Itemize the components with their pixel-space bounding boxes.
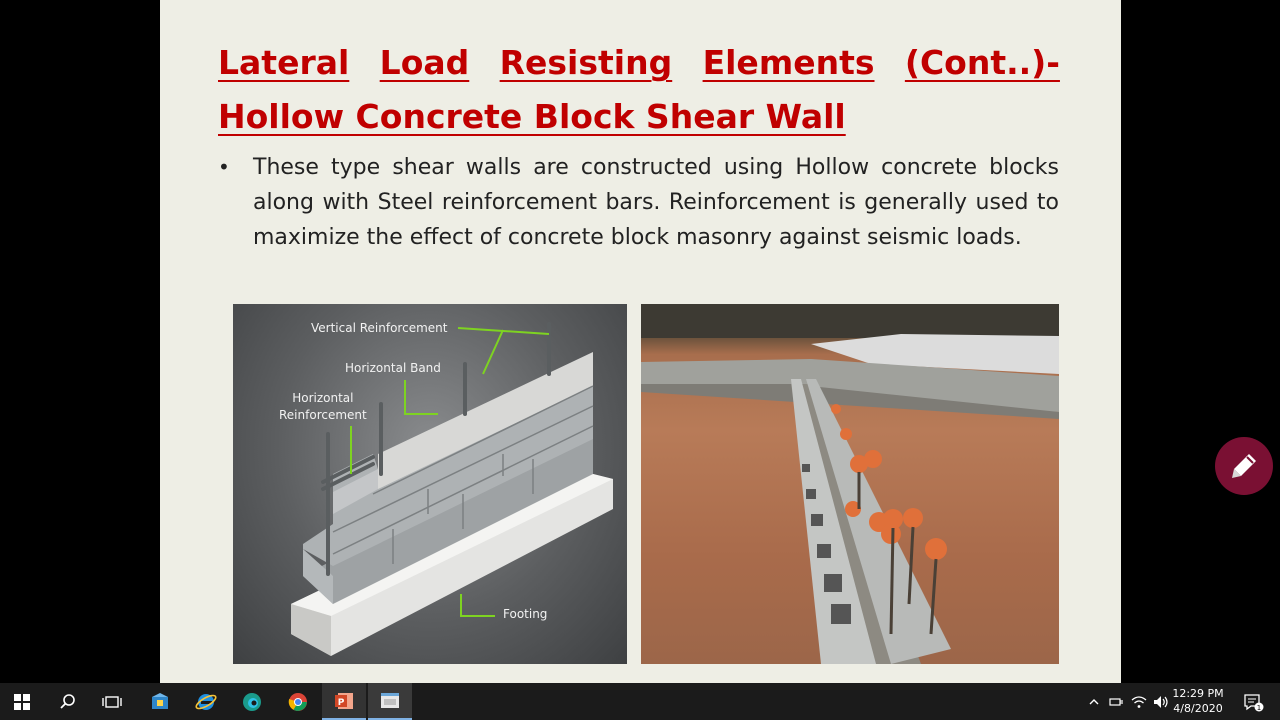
power-plug-icon — [1108, 696, 1124, 708]
clock-date: 4/8/2020 — [1173, 702, 1223, 715]
internet-explorer-icon — [195, 691, 217, 713]
speaker-icon — [1153, 695, 1169, 709]
search-icon — [59, 693, 77, 711]
powerpoint-icon — [333, 690, 355, 712]
bullet-point: • — [218, 155, 230, 179]
chevron-up-icon — [1088, 696, 1100, 708]
slideshow-window-icon — [379, 691, 401, 711]
taskbar — [0, 683, 1280, 720]
label-horizontal-band: Horizontal Band — [345, 361, 441, 375]
show-hidden-icons-button[interactable] — [1084, 683, 1104, 720]
title-word: Elements — [702, 43, 875, 82]
taskbar-app-slideshow[interactable] — [368, 683, 412, 720]
task-view-button[interactable] — [90, 683, 134, 720]
wifi-icon — [1131, 695, 1147, 709]
notification-count-badge: 1 — [1256, 703, 1262, 712]
wall-illustration — [233, 304, 627, 664]
network-tray-button[interactable] — [1128, 683, 1150, 720]
title-line-1 — [218, 36, 1060, 90]
slide — [160, 0, 1121, 683]
start-button[interactable] — [0, 683, 44, 720]
slide-title — [218, 36, 1060, 144]
label-horizontal-reinforcement — [279, 390, 367, 424]
power-tray-button[interactable] — [1106, 683, 1126, 720]
task-view-icon — [102, 694, 122, 710]
taskbar-app-edge[interactable] — [230, 683, 274, 720]
taskbar-app-powerpoint[interactable] — [322, 683, 366, 720]
title-word: (Cont..)- — [904, 43, 1060, 82]
clock-time: 12:29 PM — [1172, 687, 1224, 700]
label-horizontal-reinforcement-line1: Horizontal — [292, 391, 354, 405]
edge-browser-icon — [241, 691, 263, 713]
taskbar-app-installer[interactable] — [138, 683, 182, 720]
bullet-item — [218, 150, 1060, 255]
shear-wall-diagram-image — [233, 304, 627, 664]
label-footing: Footing — [503, 607, 548, 621]
photo-illustration — [641, 304, 1059, 664]
notification-icon — [1242, 692, 1264, 712]
svg-text:P: P — [337, 697, 345, 708]
taskbar-app-internet-explorer[interactable] — [184, 683, 228, 720]
installer-app-icon — [149, 691, 171, 713]
pen-icon — [1229, 451, 1259, 481]
label-horizontal-reinforcement-line2: Reinforcement — [279, 408, 367, 422]
title-line-2: Hollow Concrete Block Shear Wall — [218, 97, 846, 136]
construction-site-photo — [641, 304, 1059, 664]
title-word: Resisting — [499, 43, 673, 82]
chrome-icon — [287, 691, 309, 713]
windows-logo-icon — [14, 694, 30, 710]
title-word: Load — [379, 43, 470, 82]
volume-tray-button[interactable] — [1150, 683, 1172, 720]
action-center-button[interactable] — [1236, 683, 1270, 720]
title-word: Lateral — [218, 43, 350, 82]
search-button[interactable] — [46, 683, 90, 720]
taskbar-clock[interactable] — [1172, 686, 1224, 716]
pen-annotation-button[interactable] — [1215, 437, 1273, 495]
label-vertical-reinforcement: Vertical Reinforcement — [311, 321, 448, 335]
taskbar-app-chrome[interactable] — [276, 683, 320, 720]
bullet-text: These type shear walls are constructed using Hollow concrete blocks along with Steel reinforcement bars. Reinforcement is generally used to maximize the effect of concrete block masonry against seismic loads. — [253, 155, 1059, 250]
